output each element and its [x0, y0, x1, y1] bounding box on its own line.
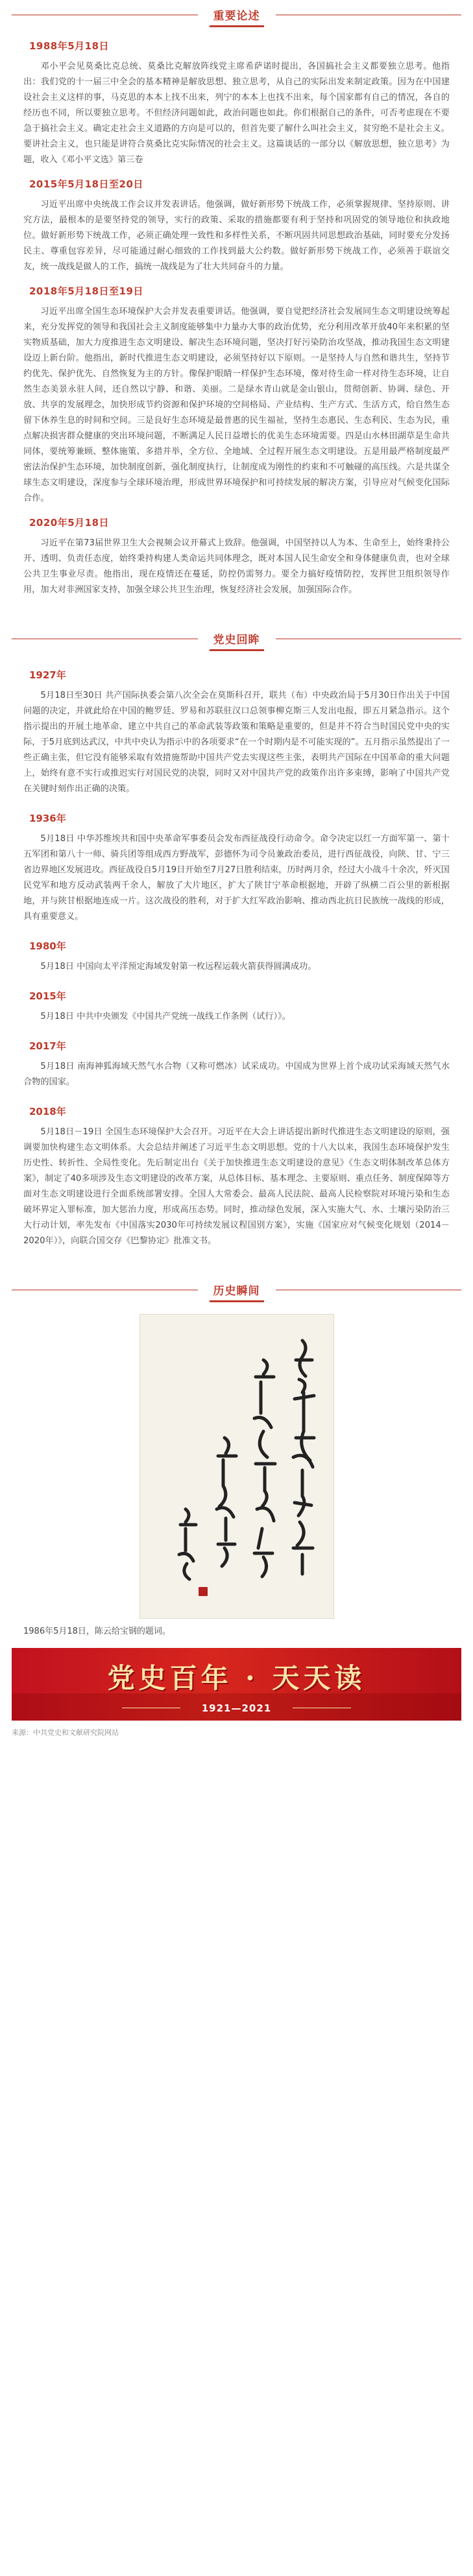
history-text: 5月18日 中国向太平洋预定海域发射第一枚远程运载火箭获得圆满成功。 [40, 962, 317, 972]
series-banner [12, 1648, 461, 1721]
image-caption: 1986年5月18日，陈云给宝钢的题词。 [23, 1627, 171, 1636]
section-label-wrap [198, 628, 276, 651]
section-label-wrap [198, 1279, 276, 1302]
calligraphy-brushwork [140, 1315, 335, 1619]
spacer [0, 1256, 473, 1275]
history-text: 5月18日 南海神狐海域天然气水合物（又称可燃冰）试采成功。中国成为世界上首个成功试采海域天然气水合物的国家。 [23, 1062, 450, 1087]
section-title: 重要论述 [210, 4, 264, 27]
banner-years: 1921—2021 [201, 1702, 272, 1714]
spacer [0, 604, 473, 624]
history-year: 1936年 [29, 813, 66, 824]
banner-title: 党史百年 · 天天读 [107, 1662, 366, 1694]
section-header-party-history-review [12, 624, 461, 654]
statement-item [0, 516, 473, 598]
statement-text: 邓小平会见莫桑比克总统、莫桑比克解放阵线党主席希萨诺时提出，各国搞社会主义都要独立思考。他指出：我们党的十一届三中全会的基本精神是解放思想、独立思考，从自己的实际出发来制定政策。因为在中国建设社会主义这样的事，马克思的本本上找不出来，列宁的本本上也找不出来，每个国家都有自己的情况，各自的经历也不同，所以要独立思考。不但经济问题如此，政治问题也如此。你们根据自己的条件，可否考虑现在不要急于搞社会主义。确定走社会主义道路的方向是可以的，但首先要了解什么叫社会主义，贫穷绝不是社会主义。要讲社会主义，也只能是讲符合莫桑比克实际情况的社会主义。这篇谈话的一部分以《解放思想，独立思考》为题，收入《邓小平文选》第三卷 [23, 62, 450, 165]
history-text: 5月18日 中共中央颁发《中国共产党统一战线工作条例（试行）》。 [40, 1012, 291, 1021]
statement-date: 2018年5月18日至19日 [29, 285, 143, 297]
history-year: 2015年 [29, 990, 66, 1002]
history-item [0, 939, 473, 975]
section-title: 党史回眸 [210, 628, 264, 651]
section-label-wrap [198, 4, 276, 27]
statement-item [0, 39, 473, 168]
history-text: 5月18日－19日 全国生态环境保护大会召开。习近平在大会上讲话提出新时代推进生态文明建设的原则，强调要加快构建生态文明体系。大会总结并阐述了习近平生态文明思想。党的十八大以来，我国生态环境保护发生历史性、转折性、全局性变化。先后制定出台《关于加快推进生态文明建设的意见》《生态文明体制改革总体方案》，制定了40多项涉及生态文明建设的改革方案，从总体目标、基本理念、主要原则、重点任务、制度保障等方面对生态文明建设进行全面系统部署安排。全国人大常委会、最高人民法院、最高人民检察院对环境污染和生态破坏界定入罪标准，加大惩治力度，形成高压态势。同时，推动绿色发展，深入实施大气、水、土壤污染防治三大行动计划，率先发布《中国落实2030年可持续发展议程国别方案》，实施《国家应对气候变化规划（2014－2020年）》，向联合国交存《巴黎协定》批准文书。 [23, 1127, 450, 1246]
statement-date: 1988年5月18日 [29, 40, 110, 52]
calligraphy-image [139, 1314, 334, 1619]
statement-item [0, 177, 473, 275]
section-title: 历史瞬间 [210, 1279, 264, 1302]
history-year: 1980年 [29, 940, 66, 952]
statement-item [0, 284, 473, 507]
history-year: 2018年 [29, 1106, 66, 1117]
history-text: 5月18日 中华苏维埃共和国中央革命军事委员会发布西征战役行动命令。命令决定以红一方面军第一、第十五军团和第八十一师、骑兵团等组成西方野战军，彭德怀为司令员兼政治委员，进行西征战役，向陕、甘、宁三省边界地区发展进攻。西征战役自5月19日开始至7月27日胜利结束，历时两月余，经过大小战斗十余次，歼灭国民党军和地方反动武装两千余人，解放了大片地区，扩大了陕甘宁革命根据地，开辟了纵横二百公里的新根据地，并与陕甘根据地连成一片。这次战役的胜利，对于扩大红军政治影响、推动西北抗日民族统一战线的形成，具有重要意义。 [23, 834, 450, 922]
history-item [0, 668, 473, 797]
statement-text: 习近平在第73届世界卫生大会视频会议开幕式上致辞。他强调，中国坚持以人为本、生命至上，始终秉持公开、透明、负责任态度，始终秉持构建人类命运共同体理念，既对本国人民生命安全和身体健康负责，也对全球公共卫生事业尽责。他指出，现在疫情还在蔓延，防控仍需努力。要全力搞好疫情防控，发挥世卫组织领导作用，加大对非洲国家支持，加强全球公共卫生治理，恢复经济社会发展，加强国际合作。 [23, 538, 450, 595]
statement-text: 习近平出席中央统战工作会议并发表讲话。他强调，做好新形势下统战工作，必须掌握规律、坚持原则、讲究方法，最根本的是要坚持党的领导，实行的政策、采取的措施都要有利于坚持和巩固党的领导地位和执政地位。做好新形势下统战工作，必须正确处理一致性和多样性关系，不断巩固共同思想政治基础，同时要充分发扬民主、尊重包容差异，尽可能通过耐心细致的工作找到最大公约数。做好新形势下统战工作，必须善于联谊交友，统一战线是做人的工作，搞统一战线是为了壮大共同奋斗的力量。 [23, 200, 450, 272]
history-year: 1927年 [29, 669, 66, 681]
source-note: 来源：中共党史和文献研究院网站 [12, 1728, 119, 1737]
history-text: 5月18日至30日 共产国际执委会第八次全会在莫斯科召开，联共（布）中央政治局于5月30日作出关于中国问题的决定，并就此给在中国的鲍罗廷、罗易和苏联驻汉口总领事柳克斯三人发出电报，即五月紧急指示。这个指示提出的开展土地革命、建立中共自己的革命武装等政策和策略是重要的，但是并不符合当时国民党中央的实际，于5月底到达武汉，中共中央认为指示中的各项要求“在一个时期内是不可能实现的”。五月指示虽然提出了一些正确主张，但它没有能够采取有效措施帮助中国共产党去实现这些主张，表明共产国际在中国革命的重大问题上，始终有意不实行或推迟实行对国民党的决裂，同时又对中国共产党的政策作出许多束缚，影响了中国共产党在关键时刻作出正确的决策。 [23, 691, 450, 794]
history-item [0, 1104, 473, 1249]
section-header-important-statements [12, 0, 461, 30]
statement-date: 2015年5月18日至20日 [29, 178, 143, 190]
history-item [0, 989, 473, 1025]
history-year: 2017年 [29, 1040, 66, 1052]
section-header-historical-moment [12, 1275, 461, 1305]
statement-date: 2020年5月18日 [29, 517, 110, 529]
history-item [0, 1039, 473, 1090]
history-item [0, 811, 473, 925]
statement-text: 习近平出席全国生态环境保护大会并发表重要讲话。他强调，要自觉把经济社会发展同生态文明建设统筹起来，充分发挥党的领导和我国社会主义制度能够集中力量办大事的政治优势，充分利用改革开放40年来积累的坚实物质基础，加大力度推进生态文明建设、解决生态环境问题，坚决打好污染防治攻坚战，推动我国生态文明建设迈上新台阶。他指出，新时代推进生态文明建设，必须坚持好以下原则。一是坚持人与自然和谐共生，坚持节约优先、保护优先、自然恢复为主的方针。像保护眼睛一样保护生态环境，像对待生命一样对待生态环境，让自然生态美景永驻人间，还自然以宁静、和谐、美丽。二是绿水青山就是金山银山，贯彻创新、协调、绿色、开放、共享的发展理念，加快形成节约资源和保护环境的空间格局、产业结构、生产方式、生活方式，给自然生态留下休养生息的时间和空间。三是良好生态环境是最普惠的民生福祉，坚持生态惠民、生态利民、生态为民，重点解决损害群众健康的突出环境问题，不断满足人民日益增长的优美生态环境需要。四是山水林田湖草是生命共同体，要统筹兼顾、整体施策、多措并举，全方位、全地域、全过程开展生态文明建设。五是用最严格制度最严密法治保护生态环境，加快制度创新，强化制度执行，让制度成为刚性的约束和不可触碰的高压线。六是共谋全球生态文明建设，深度参与全球环境治理，形成世界环境保护和可持续发展的解决方案，引导应对气候变化国际合作。 [23, 307, 450, 503]
